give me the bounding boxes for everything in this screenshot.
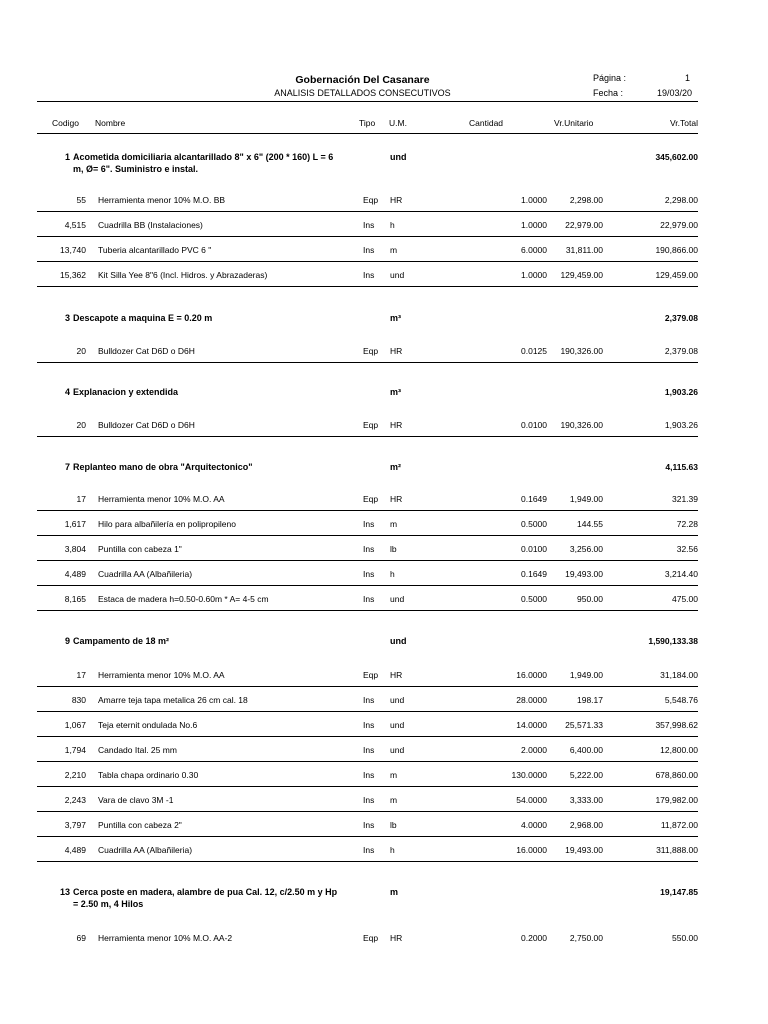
item-name: Puntilla con cabeza 2" [98,820,182,830]
item-quantity: 16.0000 [516,670,547,680]
row-divider [37,736,698,737]
section-number: 1 [64,152,70,162]
table-row [37,820,698,832]
item-unit-price: 31,811.00 [565,245,603,255]
table-row [37,670,698,682]
table-row [37,519,698,531]
row-divider [37,436,698,437]
item-name: Herramienta menor 10% M.O. BB [98,195,226,205]
item-tipo: Ins [363,795,375,805]
item-unit-price: 3,256.00 [569,544,603,554]
item-code: 15,362 [60,270,86,280]
item-quantity: 1.0000 [521,270,547,280]
item-um: m [390,770,398,780]
item-quantity: 130.0000 [511,770,547,780]
section-name: Replanteo mano de obra "Arquitectonico" [73,462,253,472]
item-tipo: Ins [363,594,375,604]
item-unit-price: 1,949.00 [569,670,603,680]
item-code: 55 [76,195,86,205]
item-tipo: Eqp [363,195,379,205]
item-quantity: 0.1649 [521,569,547,579]
item-unit-price: 19,493.00 [565,845,603,855]
item-code: 69 [76,933,86,943]
item-code: 20 [76,346,86,356]
item-code: 3,804 [64,544,86,554]
item-name: Bulldozer Cat D6D o D6H [98,346,195,356]
item-tipo: Eqp [363,420,379,430]
col-nombre: Nombre [95,118,126,128]
section-total: 345,602.00 [655,152,698,162]
item-code: 1,617 [64,519,86,529]
col-codigo: Codigo [52,118,79,128]
section-number: 9 [64,636,70,646]
item-unit-price: 3,333.00 [569,795,603,805]
item-unit-price: 129,459.00 [560,270,603,280]
item-unit-price: 5,222.00 [569,770,603,780]
item-um: HR [390,494,403,504]
table-row [37,270,698,282]
item-total: 32.56 [676,544,698,554]
item-name: Bulldozer Cat D6D o D6H [98,420,195,430]
item-name: Cuadrilla AA (Albañileria) [98,569,193,579]
item-code: 2,243 [64,795,86,805]
section-total: 4,115.63 [665,462,698,472]
item-name: Candado Ital. 25 mm [98,745,177,755]
item-total: 1,903.26 [664,420,698,430]
item-quantity: 1.0000 [521,220,547,230]
item-code: 4,489 [64,569,86,579]
item-tipo: Eqp [363,494,379,504]
item-code: 3,797 [64,820,86,830]
section-unit: und [390,152,407,162]
report-date: 19/03/20 [656,88,692,98]
item-um: m [390,245,398,255]
item-um: und [390,720,405,730]
item-quantity: 0.0125 [521,346,547,356]
section-name: Descapote a maquina E = 0.20 m [73,313,213,323]
item-unit-price: 950.00 [577,594,603,604]
item-um: lb [390,544,397,554]
item-total: 550.00 [672,933,698,943]
item-total: 311,888.00 [656,845,698,855]
item-quantity: 2.0000 [521,745,547,755]
item-unit-price: 144.55 [577,519,603,529]
row-divider [37,510,698,511]
row-divider [37,236,698,237]
row-divider [37,560,698,561]
page-label: Página : [593,73,627,83]
section-name: Explanacion y extendida [73,387,179,397]
item-code: 1,067 [64,720,86,730]
item-unit-price: 2,298.00 [569,195,603,205]
item-total: 2,298.00 [664,195,698,205]
item-quantity: 0.5000 [521,594,547,604]
item-tipo: Ins [363,245,375,255]
col-cantidad: Cantidad [469,118,504,128]
section-number: 4 [64,387,70,397]
item-um: HR [390,195,403,205]
item-name: Teja eternit ondulada No.6 [98,720,198,730]
item-um: h [390,220,395,230]
section-unit: und [390,636,407,646]
item-code: 4,515 [64,220,86,230]
item-total: 190,866.00 [655,245,698,255]
item-tipo: Ins [363,695,375,705]
item-quantity: 54.0000 [516,795,547,805]
item-tipo: Eqp [363,346,379,356]
section-number: 7 [64,462,70,472]
table-row [37,346,698,358]
item-unit-price: 22,979.00 [565,220,603,230]
section-unit: m [390,887,399,897]
item-code: 8,165 [64,594,86,604]
item-um: HR [390,933,403,943]
item-unit-price: 2,968.00 [569,820,603,830]
item-quantity: 1.0000 [521,195,547,205]
item-name: Tabla chapa ordinario 0.30 [98,770,199,780]
item-code: 1,794 [64,745,86,755]
column-header-row [37,118,698,130]
item-total: 475.00 [672,594,698,604]
item-name: Cuadrilla BB (Instalaciones) [98,220,203,230]
table-row [37,569,698,581]
item-total: 5,548.76 [664,695,698,705]
item-total: 11,872.00 [660,820,698,830]
item-tipo: Ins [363,569,375,579]
item-tipo: Eqp [363,670,379,680]
table-row [37,933,698,945]
date-label: Fecha : [593,88,624,98]
table-row [37,420,698,432]
item-code: 17 [76,670,86,680]
row-divider [37,535,698,536]
row-divider [37,261,698,262]
item-code: 2,210 [64,770,86,780]
col-um: U.M. [389,118,407,128]
item-tipo: Ins [363,519,375,529]
item-code: 830 [71,695,86,705]
table-row [37,695,698,707]
item-um: h [390,569,395,579]
col-tipo: Tipo [359,118,376,128]
item-total: 129,459.00 [655,270,698,280]
item-total: 3,214.40 [664,569,698,579]
section-unit: m³ [390,387,401,397]
item-name: Estaca de madera h=0.50-0.60m * A= 4-5 cm [98,594,269,604]
item-total: 2,379.08 [664,346,698,356]
row-divider [37,286,698,287]
item-quantity: 0.2000 [521,933,547,943]
item-um: und [390,270,405,280]
item-tipo: Ins [363,820,375,830]
item-quantity: 0.0100 [521,420,547,430]
item-unit-price: 25,571.33 [565,720,603,730]
section-unit: m³ [390,313,401,323]
item-total: 179,982.00 [655,795,698,805]
item-quantity: 14.0000 [516,720,547,730]
item-um: und [390,695,405,705]
item-unit-price: 2,750.00 [569,933,603,943]
row-divider [37,836,698,837]
col-total: Vr.Total [669,118,698,128]
table-row [37,720,698,732]
section-name: Acometida domiciliaria alcantarillado 8" x 6" (200 * 160) L = 6 m, Ø= 6". Suministro e instal. [73,152,334,174]
table-row [37,245,698,257]
row-divider [37,786,698,787]
table-row [37,845,698,857]
item-um: HR [390,420,403,430]
item-total: 357,998.62 [655,720,698,730]
item-name: Herramienta menor 10% M.O. AA [98,670,225,680]
item-quantity: 28.0000 [516,695,547,705]
item-tipo: Eqp [363,933,379,943]
section-number: 13 [59,887,70,897]
row-divider [37,861,698,862]
item-code: 13,740 [60,245,86,255]
table-row [37,795,698,807]
item-name: Herramienta menor 10% M.O. AA [98,494,225,504]
item-tipo: Ins [363,745,375,755]
item-um: lb [390,820,397,830]
item-um: HR [390,670,403,680]
item-unit-price: 1,949.00 [569,494,603,504]
row-divider [37,811,698,812]
section-total: 1,590,133.38 [648,636,698,646]
page-number: 1 [684,73,690,83]
item-um: h [390,845,395,855]
item-name: Amarre teja tapa metalica 26 cm cal. 18 [98,695,248,705]
item-total: 321.39 [672,494,698,504]
item-tipo: Ins [363,770,375,780]
header-top-rule [37,101,698,102]
row-divider [37,761,698,762]
item-unit-price: 190,326.00 [560,346,603,356]
item-um: m [390,519,398,529]
section-name: Campamento de 18 m² [73,636,170,646]
item-code: 20 [76,420,86,430]
table-row [37,220,698,232]
item-quantity: 6.0000 [521,245,547,255]
item-tipo: Ins [363,845,375,855]
table-row [37,770,698,782]
row-divider [37,585,698,586]
column-header-rule [37,133,698,134]
table-row [37,745,698,757]
item-quantity: 0.5000 [521,519,547,529]
item-tipo: Ins [363,220,375,230]
section-total: 19,147.85 [660,887,698,897]
item-quantity: 16.0000 [516,845,547,855]
item-quantity: 0.0100 [521,544,547,554]
section-number: 3 [64,313,70,323]
section-unit: m² [390,462,401,472]
item-total: 22,979.00 [660,220,698,230]
row-divider [37,362,698,363]
item-unit-price: 198.17 [577,695,603,705]
item-name: Hilo para albañilería en polipropileno [98,519,236,529]
item-code: 4,489 [64,845,86,855]
row-divider [37,610,698,611]
item-um: und [390,594,405,604]
item-um: und [390,745,405,755]
row-divider [37,711,698,712]
table-row [37,195,698,207]
item-tipo: Ins [363,720,375,730]
item-name: Vara de clavo 3M -1 [98,795,174,805]
item-total: 12,800.00 [660,745,698,755]
item-tipo: Ins [363,544,375,554]
table-row [37,594,698,606]
table-row [37,544,698,556]
item-name: Herramienta menor 10% M.O. AA-2 [98,933,233,943]
item-name: Puntilla con cabeza 1" [98,544,182,554]
item-unit-price: 19,493.00 [565,569,603,579]
section-total: 2,379.08 [664,313,698,323]
item-name: Kit Silla Yee 8"6 (Incl. Hidros. y Abrazaderas) [98,270,268,280]
report-subtitle: ANALISIS DETALLADOS CONSECUTIVOS [274,88,451,98]
table-row [37,494,698,506]
item-unit-price: 6,400.00 [569,745,603,755]
item-total: 72.28 [676,519,698,529]
col-unitario: Vr.Unitario [554,118,594,128]
item-tipo: Ins [363,270,375,280]
item-um: HR [390,346,403,356]
item-unit-price: 190,326.00 [560,420,603,430]
section-name: Cerca poste en madera, alambre de pua Cal. 12, c/2.50 m y Hp = 2.50 m, 4 Hilos [73,887,338,909]
item-total: 678,860.00 [655,770,698,780]
item-name: Cuadrilla AA (Albañileria) [98,845,193,855]
item-um: m [390,795,398,805]
item-quantity: 0.1649 [521,494,547,504]
item-name: Tuberia alcantarillado PVC 6 " [98,245,212,255]
item-quantity: 4.0000 [521,820,547,830]
section-total: 1,903.26 [664,387,698,397]
item-code: 17 [76,494,86,504]
organization-title: Gobernación Del Casanare [295,74,430,86]
item-total: 31,184.00 [660,670,698,680]
row-divider [37,211,698,212]
row-divider [37,686,698,687]
